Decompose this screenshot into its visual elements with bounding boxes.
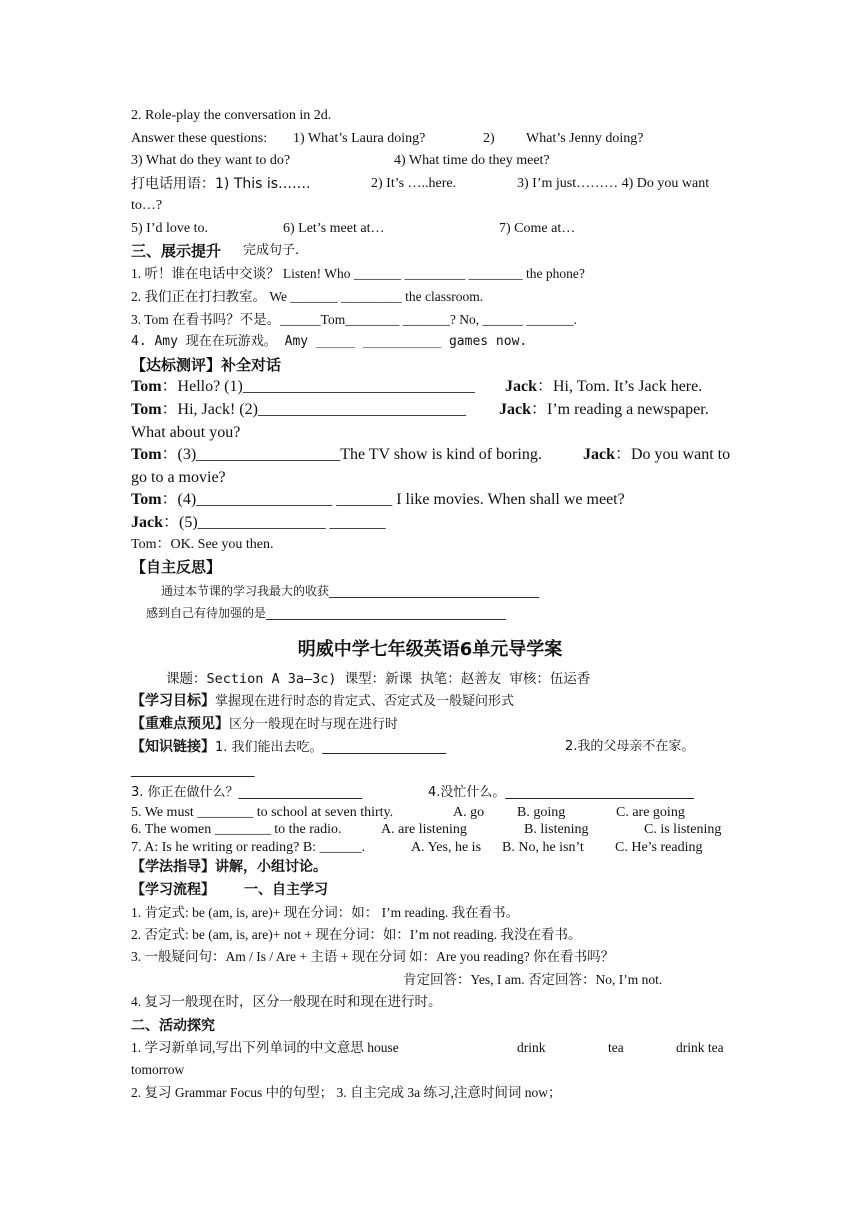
word-tomorrow: tomorrow [131, 1062, 185, 1077]
dialog-bye: Tom：OK. See you then. [131, 537, 274, 552]
roleplay-text: 2. Role-play the conversation in 2d. [131, 108, 332, 123]
knowledge-q4: 4.没忙什么。_____________________________ [428, 785, 694, 800]
question-3: 3) What do they want to do? [131, 153, 291, 168]
speaker-jack: Jack [499, 401, 531, 418]
knowledge-line-3 [131, 784, 733, 804]
dialog-blank-1: ：Hello? (1)_____________________________ [161, 378, 475, 395]
speaker-jack: Jack [583, 446, 615, 463]
question-2-num: 2) [483, 131, 495, 146]
mc-q7-b: B. No, he isn’t [502, 840, 584, 855]
mc-q6-stem: 6. The women ________ to the radio. [131, 822, 342, 837]
phrase-7: 7) Come at… [499, 221, 576, 236]
activity-words: 1. 学习新单词,写出下列单词的中文意思 house [131, 1040, 399, 1055]
question-4: 4) What time do they meet? [394, 153, 550, 168]
line-questions-1 [131, 130, 731, 148]
mc-q7-a: A. Yes, he is [411, 840, 482, 855]
flow-review: 4. 复习一般现在时，区分一般现在时和现在进行时。 [131, 994, 442, 1009]
dialog-row-3 [131, 445, 733, 465]
flow-heading-text: 【学习流程】 [131, 882, 215, 898]
goal-text: 掌握现在进行时态的肯定式、否定式及一般疑问形式 [215, 694, 515, 709]
word-drink: drink [517, 1040, 546, 1055]
phrase-1: 打电话用语：1) This is……. [131, 176, 311, 192]
test-heading-text: 【达标测评】补全对话 [131, 356, 282, 374]
phrase-5: 5) I’d love to. [131, 221, 208, 236]
flow-heading [131, 880, 531, 900]
reflect-improve: 感到自己有待加强的是________________________________________ [146, 606, 507, 620]
reflect-heading-text: 【自主反思】 [131, 558, 222, 576]
keypoint-text: 区分一般现在时与现在进行时 [229, 717, 399, 732]
dialog-blank-3: ：(3)__________________The TV show is kind of boring. [161, 446, 542, 463]
word-drink-tea: drink tea [676, 1040, 724, 1055]
word-tea: tea [608, 1040, 624, 1055]
phrase-cont: to…? [131, 198, 163, 213]
sentence-2-text: 2. 我们正在打扫教室。 We _______ _________ the classroom. [131, 289, 484, 304]
dialog-jack-3: ：Do you want to [615, 446, 731, 463]
speaker-jack: Jack [505, 378, 537, 395]
sentence-1-text: 1. 听！谁在电话中交谈？ Listen! Who _______ _________ ________ the phone? [131, 266, 585, 281]
knowledge-q2: 2.我的父母亲不在家。 [565, 739, 695, 754]
speaker-tom: Tom [131, 378, 162, 395]
phrase-2: 2) It’s …..here. [371, 176, 457, 191]
dialog-row-1 [131, 377, 733, 397]
flow-answers: 肯定回答：Yes, I am. 否定回答：No, I’m not. [403, 972, 663, 987]
activity-grammar: 2. 复习 Grammar Focus 中的句型； 3. 自主完成 3a 练习,注意时间词 now； [131, 1085, 562, 1100]
mc-q7 [131, 839, 733, 857]
flow-negative: 2. 否定式: be (am, is, are)+ not + 现在分词：如：I’m not reading. 我没在看书。 [131, 927, 582, 942]
phrase-6: 6) Let’s meet at… [283, 221, 385, 236]
activity-heading-text: 二、活动探究 [131, 1018, 215, 1034]
mc-q5-a: A. go [453, 805, 485, 820]
page-title: 明威中学七年级英语6单元导学案 [297, 639, 563, 660]
mc-q5-c: C. are going [616, 805, 685, 820]
keypoint-heading: 【重难点预见】 [131, 716, 229, 732]
speaker-tom: Tom [131, 491, 162, 508]
knowledge-heading: 【知识链接】 [131, 739, 215, 755]
flow-question: 3. 一般疑问句：Am / Is / Are + 主语 + 现在分词 如：Are you reading? 你在看书吗？ [131, 949, 615, 964]
dialog-blank-5: ：(5)________________ _______ [163, 514, 386, 531]
sentence-4-text: 4. Amy 现在在玩游戏。 Amy _____ __________ games now. [131, 334, 528, 349]
activity-line-1 [131, 1039, 733, 1057]
knowledge-line-1 [131, 738, 733, 758]
goal-heading: 【学习目标】 [131, 693, 215, 709]
mc-q6-c: C. is listening [644, 822, 722, 837]
mc-q5-b: B. going [517, 805, 566, 820]
flow-affirmative: 1. 肯定式: be (am, is, are)+ 现在分词：如： I’m reading. 我在看书。 [131, 905, 520, 920]
knowledge-q1: 1. 我们能出去吃。___________________ [215, 740, 447, 755]
line-questions-2 [131, 152, 731, 170]
show-heading: 三、展示提升 [131, 242, 222, 260]
show-instruction: 完成句子. [243, 243, 300, 258]
speaker-tom: Tom [131, 446, 162, 463]
flow-subheading: 一、自主学习 [244, 882, 328, 898]
speaker-tom: Tom [131, 401, 162, 418]
mc-q5 [131, 804, 733, 822]
dialog-blank-2: ：Hi, Jack! (2)__________________________ [161, 401, 466, 418]
sentence-3-text: 3. Tom 在看书吗？不是。______Tom________ _______? No, ______ _______. [131, 312, 577, 327]
dialog-movie: go to a movie? [131, 469, 226, 486]
mc-q5-stem: 5. We must ________ to school at seven thirty. [131, 805, 394, 820]
dialog-jack-2: ：I’m reading a newspaper. [531, 401, 709, 418]
mc-q6-a: A. are listening [381, 822, 467, 837]
mc-q6-b: B. listening [524, 822, 589, 837]
section-show [131, 242, 731, 262]
dialog-row-2 [131, 400, 733, 420]
dialog-jack-1: ：Hi, Tom. It’s Jack here. [537, 378, 703, 395]
question-2: What’s Jenny doing? [526, 131, 644, 146]
knowledge-q2-blank: ___________________ [131, 763, 255, 778]
question-1: 1) What’s Laura doing? [293, 131, 426, 146]
dialog-what-about: What about you? [131, 424, 241, 441]
mc-q7-c: C. He’s reading [615, 840, 703, 855]
line-phone-phrases-2 [131, 220, 731, 238]
knowledge-q3: 3. 你正在做什么？___________________ [131, 785, 363, 800]
line-phone-phrases [131, 175, 733, 193]
dialog-blank-4: ：(4)_________________ _______ I like movies. When shall we meet? [161, 491, 625, 508]
method-heading-text: 【学法指导】讲解，小组讨论。 [131, 859, 327, 875]
lesson-meta-text: 课题：Section A 3a—3c) 课型：新课 执笔：赵善友 审核：伍运香 [166, 671, 591, 687]
phrase-3-4: 3) I’m just……… 4) Do you want [517, 176, 710, 191]
reflect-gain: 通过本节课的学习我最大的收获___________________________________ [161, 584, 540, 598]
mc-q6 [131, 821, 733, 839]
speaker-jack: Jack [131, 514, 163, 531]
mc-q7-stem: 7. A: Is he writing or reading? B: ______. [131, 840, 366, 855]
questions-intro: Answer these questions: [131, 131, 268, 146]
